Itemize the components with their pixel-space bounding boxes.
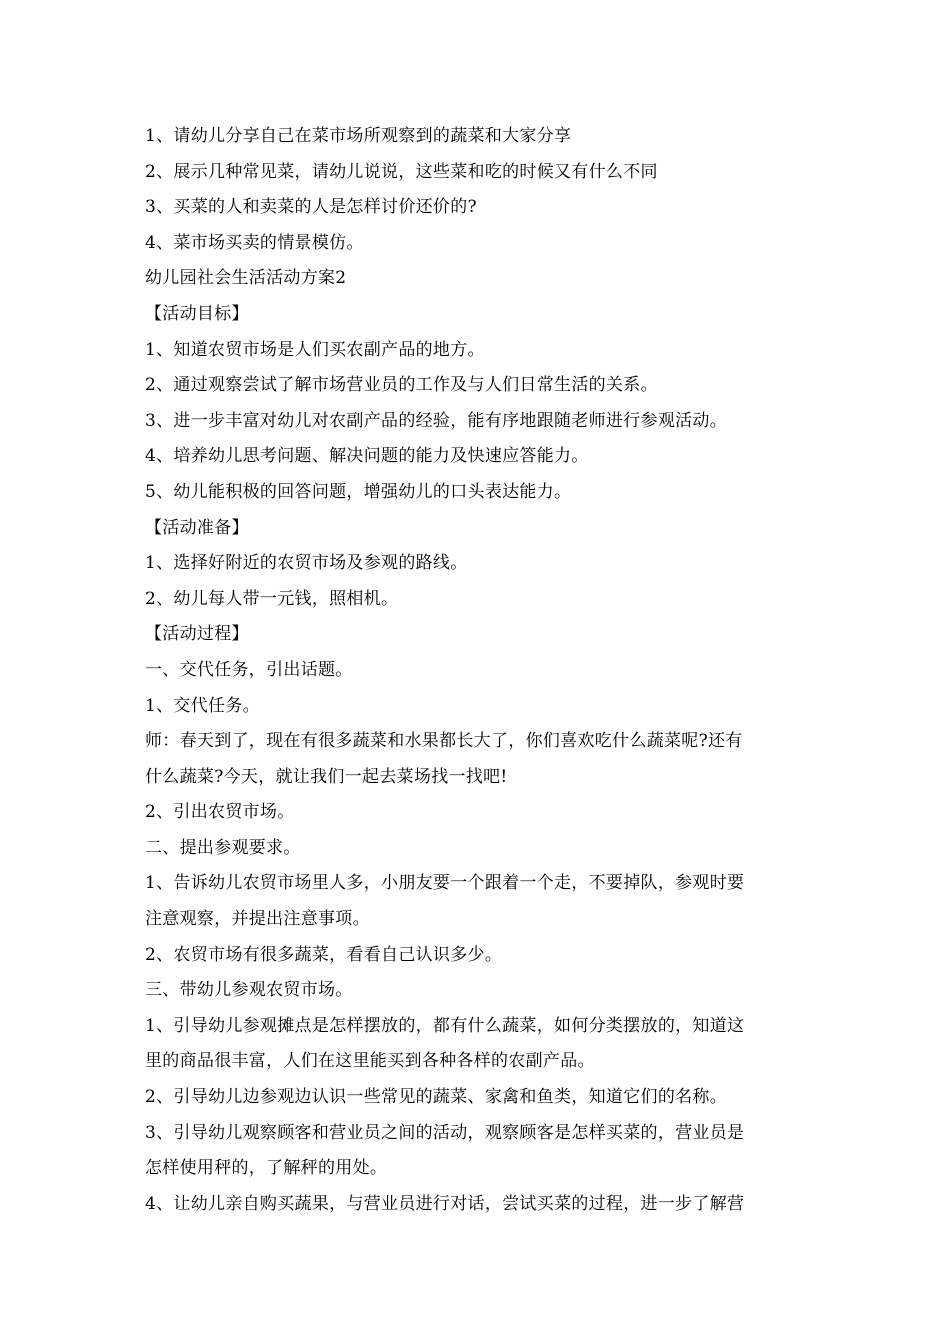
list-item: 2、引导幼儿边参观边认识一些常见的蔬菜、家禽和鱼类，知道它们的名称。 [145, 1087, 728, 1108]
list-item: 2、展示几种常见菜，请幼儿说说，这些菜和吃的时候又有什么不同 [145, 161, 658, 182]
step-heading: 二、提出参观要求。 [145, 837, 301, 858]
list-item: 1、知道农贸市场是人们买农副产品的地方。 [145, 339, 485, 360]
list-item: 4、菜市场买卖的情景模仿。 [145, 232, 364, 253]
paragraph-line: 1、告诉幼儿农贸市场里人多，小朋友要一个跟着一个走，不要掉队，参观时要 [145, 873, 745, 894]
paragraph-line: 什么蔬菜?今天，就让我们一起去菜场找一找吧! [145, 766, 508, 787]
paragraph-line: 注意观察，并提出注意事项。 [145, 909, 370, 930]
section-heading-process: 【活动过程】 [145, 624, 249, 645]
list-item: 3、买菜的人和卖菜的人是怎样讨价还价的? [145, 197, 477, 218]
paragraph-line: 1、引导幼儿参观摊点是怎样摆放的，都有什么蔬菜，如何分类摆放的，知道这 [145, 1015, 745, 1036]
list-item: 2、幼儿每人带一元钱，照相机。 [145, 588, 399, 609]
paragraph-line: 怎样使用秤的，了解秤的用处。 [145, 1158, 388, 1179]
list-item: 3、进一步丰富对幼儿对农副产品的经验，能有序地跟随老师进行参观活动。 [145, 410, 728, 431]
section-title: 幼儿园社会生活活动方案2 [145, 268, 347, 289]
step-heading: 三、带幼儿参观农贸市场。 [145, 980, 353, 1001]
list-item: 5、幼儿能积极的回答问题，增强幼儿的口头表达能力。 [145, 481, 572, 502]
list-item: 2、引出农贸市场。 [145, 802, 295, 823]
paragraph-line: 3、引导幼儿观察顾客和营业员之间的活动，观察顾客是怎样买菜的，营业员是 [145, 1122, 745, 1143]
document-body [145, 119, 813, 1222]
step-heading: 一、交代任务，引出话题。 [145, 659, 353, 680]
paragraph-line: 师：春天到了，现在有很多蔬菜和水果都长大了，你们喜欢吃什么蔬菜呢?还有 [145, 731, 743, 752]
paragraph-line: 4、让幼儿亲自购买蔬果，与营业员进行对话，尝试买菜的过程，进一步了解营 [145, 1193, 745, 1214]
list-item: 2、通过观察尝试了解市场营业员的工作及与人们日常生活的关系。 [145, 375, 658, 396]
list-item: 1、选择好附近的农贸市场及参观的路线。 [145, 553, 468, 574]
section-heading-preparation: 【活动准备】 [145, 517, 249, 538]
list-item: 2、农贸市场有很多蔬菜，看看自己认识多少。 [145, 944, 503, 965]
list-item: 1、请幼儿分享自己在菜市场所观察到的蔬菜和大家分享 [145, 126, 572, 146]
section-heading-goals: 【活动目标】 [145, 303, 249, 324]
list-item: 1、交代任务。 [145, 695, 260, 716]
paragraph-line: 里的商品很丰富，人们在这里能买到各种各样的农副产品。 [145, 1051, 595, 1072]
list-item: 4、培养幼儿思考问题、解决问题的能力及快速应答能力。 [145, 446, 589, 467]
